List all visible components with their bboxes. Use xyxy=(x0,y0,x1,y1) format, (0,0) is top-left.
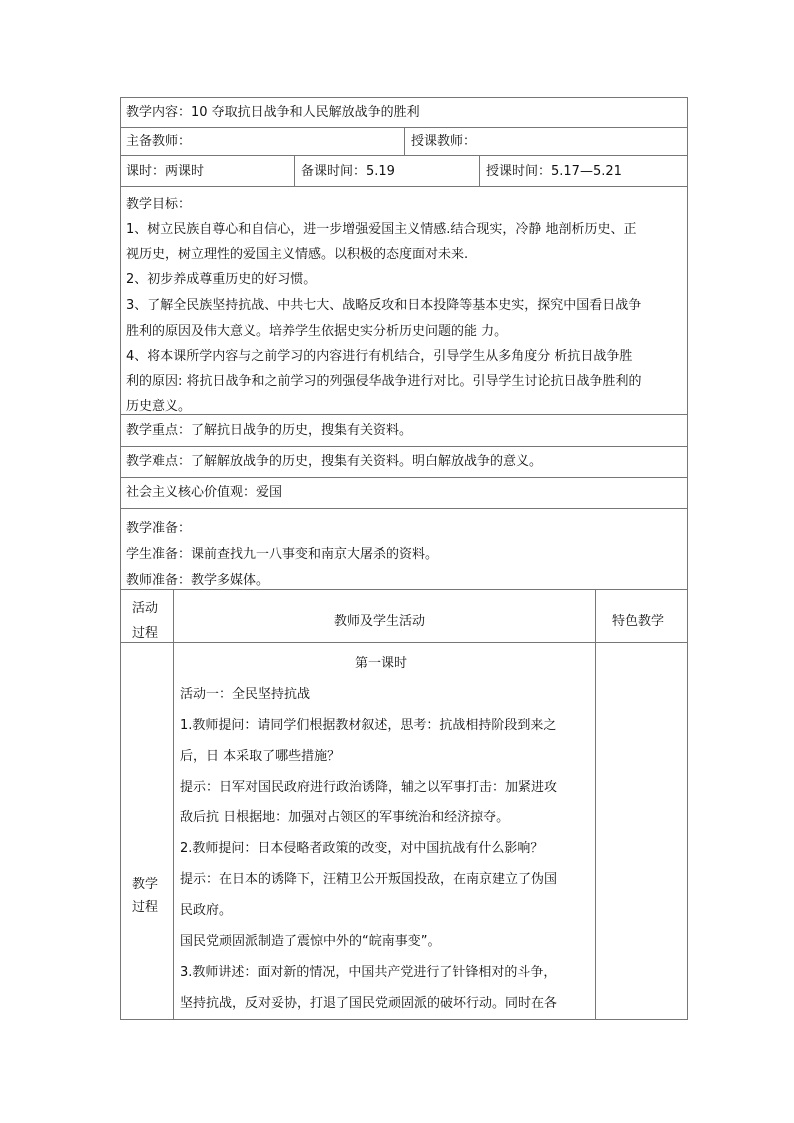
preparation-heading: 教学准备： xyxy=(126,521,192,536)
activity-line: 活动一：全民坚持抗战 xyxy=(180,687,311,702)
lecturer: 授课教师： xyxy=(411,134,477,149)
divider xyxy=(173,590,174,642)
objective-line: 1、树立民族自尊心和自信心，进一步增强爱国主义情感.结合现实，冷静 地剖析历史、正 xyxy=(126,222,637,237)
activity-line: 3.教师讲述：面对新的情况，中国共产党进行了针锋相对的斗争， xyxy=(180,965,557,980)
divider xyxy=(294,156,295,186)
divider xyxy=(479,156,480,186)
student-preparation: 学生准备：课前查找九一八事变和南京大屠杀的资料。 xyxy=(126,547,439,562)
period-title: 第一课时 xyxy=(355,656,408,671)
lesson-content-row xyxy=(120,97,688,127)
teacher-row xyxy=(120,127,688,155)
difficulty-row xyxy=(120,446,688,477)
divider xyxy=(595,643,596,1019)
prep-time: 备课时间：5.19 xyxy=(301,164,395,179)
objectives-heading: 教学目标： xyxy=(126,197,192,212)
values-row xyxy=(120,477,688,508)
process-label-line2: 过程 xyxy=(132,900,159,915)
teach-time: 授课时间：5.17—5.21 xyxy=(486,164,622,179)
activity-line: 民政府。 xyxy=(180,903,233,918)
header-activity-line1: 活动 xyxy=(132,601,159,616)
objective-line: 利的原因: 将抗日战争和之前学习的列强侵华战争进行对比。引导学生讨论抗日战争胜利的 xyxy=(126,374,642,389)
header-activities: 教师及学生活动 xyxy=(334,614,426,629)
difficulty: 教学难点：了解解放战争的历史，搜集有关资料。明白解放战争的意义。 xyxy=(126,454,543,469)
objective-line: 胜利的原因及伟大意义。培养学生依据史实分析历史问题的能 力。 xyxy=(126,324,508,339)
activity-line: 国民党顽固派制造了震惊中外的“皖南事变”。 xyxy=(180,934,441,949)
key-point: 教学重点：了解抗日战争的历史，搜集有关资料。 xyxy=(126,423,413,438)
objective-line: 3、了解全民族坚持抗战、中共七大、战略反攻和日本投降等基本史实，探究中国看日战争 xyxy=(126,298,642,313)
activity-line: 坚持抗战，反对妥协，打退了国民党顽固派的破坏行动。同时在各 xyxy=(180,996,558,1011)
objective-line: 视历史，树立理性的爱国主义情感。以积极的态度面对未来. xyxy=(126,247,469,262)
activity-line: 后，日 本采取了哪些措施？ xyxy=(180,749,341,764)
process-label-line1: 教学 xyxy=(132,877,159,892)
lesson-content: 教学内容：10 夺取抗日战争和人民解放战争的胜利 xyxy=(126,105,420,120)
divider xyxy=(173,643,174,1019)
activity-line: 提示：日军对国民政府进行政治诱降，辅之以军事打击：加紧进攻 xyxy=(180,780,558,795)
header-feature-teaching: 特色教学 xyxy=(612,614,665,629)
activity-line: 提示：在日本的诱降下，汪精卫公开叛国投敌，在南京建立了伪国 xyxy=(180,872,558,887)
lesson-periods: 课时：两课时 xyxy=(126,164,205,179)
time-row xyxy=(120,155,688,186)
objective-line: 历史意义。 xyxy=(126,399,192,414)
core-values: 社会主义核心价值观：爱国 xyxy=(126,485,283,500)
divider xyxy=(404,128,405,155)
header-activity-line2: 过程 xyxy=(132,626,159,641)
activity-line: 敌后抗 日根据地：加强对占领区的军事统治和经济掠夺。 xyxy=(180,810,510,825)
activity-line: 1.教师提问：请同学们根据教材叙述，思考：抗战相持阶段到来之 xyxy=(180,718,557,733)
objective-line: 2、初步养成尊重历史的好习惯。 xyxy=(126,272,317,287)
divider xyxy=(595,590,596,642)
activity-line: 2.教师提问：日本侵略者政策的改变，对中国抗战有什么影响？ xyxy=(180,841,544,856)
objective-line: 4、将本课所学内容与之前学习的内容进行有机结合，引导学生从多角度分 析抗日战争胜 xyxy=(126,349,633,364)
main-teacher: 主备教师： xyxy=(126,134,192,149)
teacher-preparation: 教师准备：教学多媒体。 xyxy=(126,573,270,588)
key-point-row xyxy=(120,414,688,446)
